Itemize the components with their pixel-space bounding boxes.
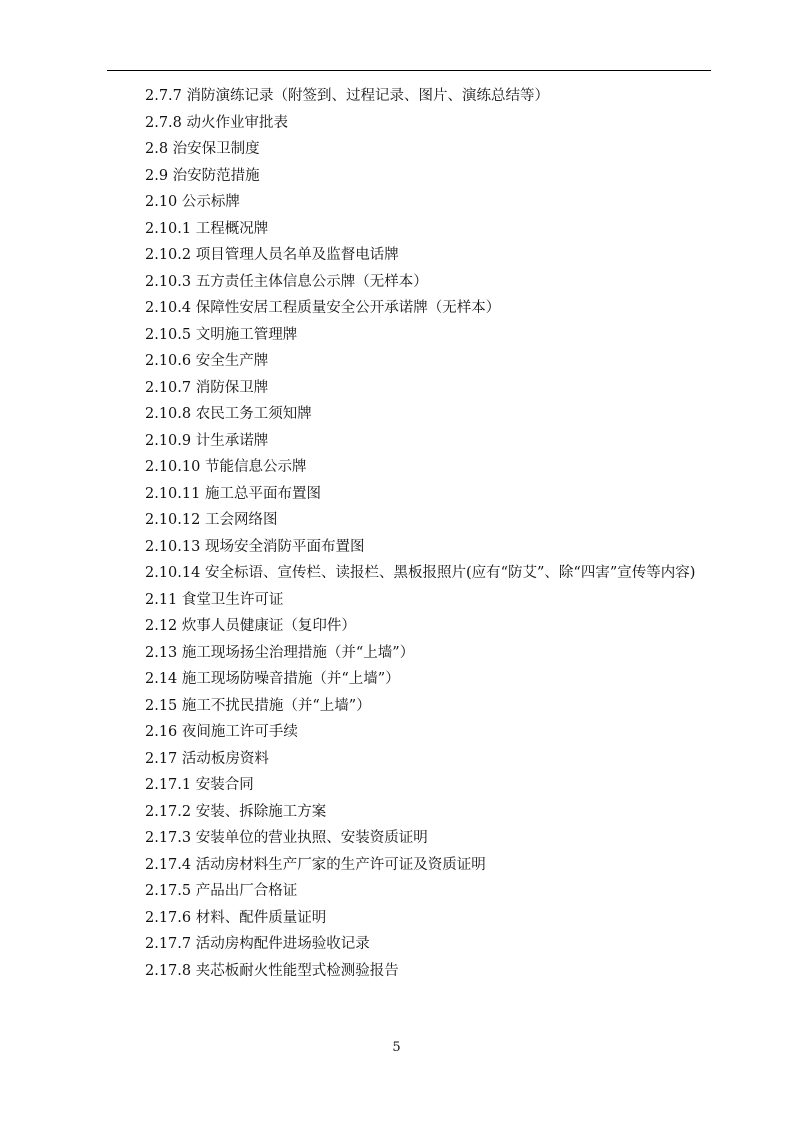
list-item: 2.10.13 现场安全消防平面布置图	[145, 538, 365, 555]
list-item: 2.10.12 工会网络图	[145, 512, 278, 528]
list-item: 2.10.5 文明施工管理牌	[145, 326, 298, 343]
list-item: 2.10.6 安全生产牌	[145, 353, 269, 369]
list-item: 2.10.10 节能信息公示牌	[145, 459, 307, 475]
list-item: 2.10.1 工程概况牌	[145, 220, 269, 237]
list-item: 2.11 食堂卫生许可证	[145, 591, 284, 608]
list-item: 2.16 夜间施工许可手续	[145, 724, 298, 740]
list-item-wrapped: 2.10.14 安全标语、宣传栏、读报栏、黑板报照片(应有“防艾”、除“四害”宣传等内容)	[145, 565, 696, 581]
list-item: 2.10.9 计生承诺牌	[145, 432, 269, 449]
list-item: 2.7.8 动火作业审批表	[145, 114, 289, 131]
list-item: 2.17.3 安装单位的营业执照、安装资质证明	[145, 830, 428, 846]
list-item: 2.10.7 消防保卫牌	[145, 379, 269, 396]
list-item: 2.17 活动板房资料	[145, 750, 269, 767]
list-item: 2.17.2 安装、拆除施工方案	[145, 803, 327, 820]
list-item: 2.10.3 五方责任主体信息公示牌（无样本）	[145, 273, 428, 290]
list-item: 2.17.1 安装合同	[145, 777, 254, 793]
document-body	[107, 83, 711, 984]
list-item: 2.15 施工不扰民措施（并“上墙”）	[145, 697, 371, 714]
list-item: 2.17.6 材料、配件质量证明	[145, 909, 327, 926]
list-item: 2.10.11 施工总平面布置图	[145, 485, 321, 502]
list-item: 2.10.8 农民工务工须知牌	[145, 406, 312, 422]
list-item: 2.12 炊事人员健康证（复印件）	[145, 618, 356, 634]
list-item: 2.17.5 产品出厂合格证	[145, 883, 298, 899]
list-item: 2.17.8 夹芯板耐火性能型式检测验报告	[145, 962, 399, 979]
list-item: 2.9 治安防范措施	[145, 167, 260, 184]
list-item: 2.10.4 保障性安居工程质量安全公开承诺牌（无样本）	[145, 300, 501, 316]
header-rule	[107, 70, 711, 71]
list-item: 2.10 公示标牌	[145, 194, 240, 210]
list-item: 2.17.4 活动房材料生产厂家的生产许可证及资质证明	[145, 856, 486, 873]
list-item: 2.8 治安保卫制度	[145, 141, 260, 157]
page-number: 5	[392, 1040, 401, 1055]
list-item: 2.7.7 消防演练记录（附签到、过程记录、图片、演练总结等）	[145, 88, 550, 104]
list-item: 2.10.2 项目管理人员名单及监督电话牌	[145, 247, 399, 263]
list-item: 2.17.7 活动房构配件进场验收记录	[145, 936, 370, 952]
list-item: 2.13 施工现场扬尘治理措施（并“上墙”）	[145, 644, 415, 661]
list-item: 2.14 施工现场防噪音措施（并“上墙”）	[145, 671, 400, 687]
